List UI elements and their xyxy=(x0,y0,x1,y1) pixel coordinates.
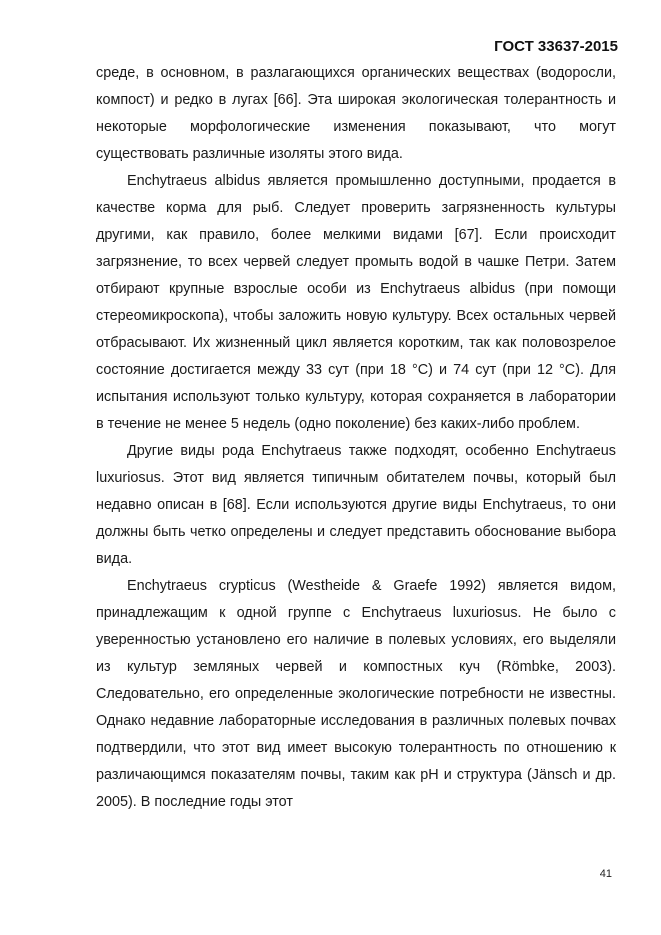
paragraph-4: Enchytraeus crypticus (Westheide & Graefe 1992) является видом, принадлежащим к одной группе с Enchytraeus luxuriosus. Не было с уверенностью установлено его наличие в полевых условиях, его выделяли из культур земляных червей и компостных куч (Römbke, 2003). Следовательно, его определенные экологические потребности не известны. Однако недавние лабораторные исследования в различных полевых почвах подтвердили, что этот вид имеет высокую толерантность по отношению к различающимся показателям почвы, таким как pH и структура (Jänsch и др. 2005). В последние годы этот xyxy=(96,578,616,810)
paragraph-1: среде, в основном, в разлагающихся органических веществах (водоросли, компост) и редко в лугах [66]. Эта широкая экологическая толерантность и некоторые морфологические изменения показывают, что могут существовать различные изоляты этого вида. xyxy=(96,65,616,162)
page-number: 41 xyxy=(599,868,612,880)
body-text xyxy=(96,60,616,816)
paragraph-2: Enchytraeus albidus является промышленно доступными, продается в качестве корма для рыб. Следует проверить загрязненность культуры другими, как правило, более мелкими видами [67]. Если происходит загрязнение, то всех червей следует промыть водой в чашке Петри. Затем отбирают крупные взрослые особи из Enchytraeus albidus (при помощи стереомикроскопа), чтобы заложить новую культуру. Всех остальных червей отбрасывают. Их жизненный цикл является коротким, так как половозрелое состояние достигается между 33 сут (при 18 °С) и 74 сут (при 12 °С). Для испытания используют только культуру, которая сохраняется в лаборатории в течение не менее 5 недель (одно поколение) без каких-либо проблем. xyxy=(96,173,616,432)
paragraph-3: Другие виды рода Enchytraeus также подходят, особенно Enchytraeus luxuriosus. Этот вид является типичным обитателем почвы, который был недавно описан в [68]. Если используются другие виды Enchytraeus, то они должны быть четко определены и следует представить обоснование выбора вида. xyxy=(96,443,616,567)
document-code-header: ГОСТ 33637-2015 xyxy=(494,38,618,55)
